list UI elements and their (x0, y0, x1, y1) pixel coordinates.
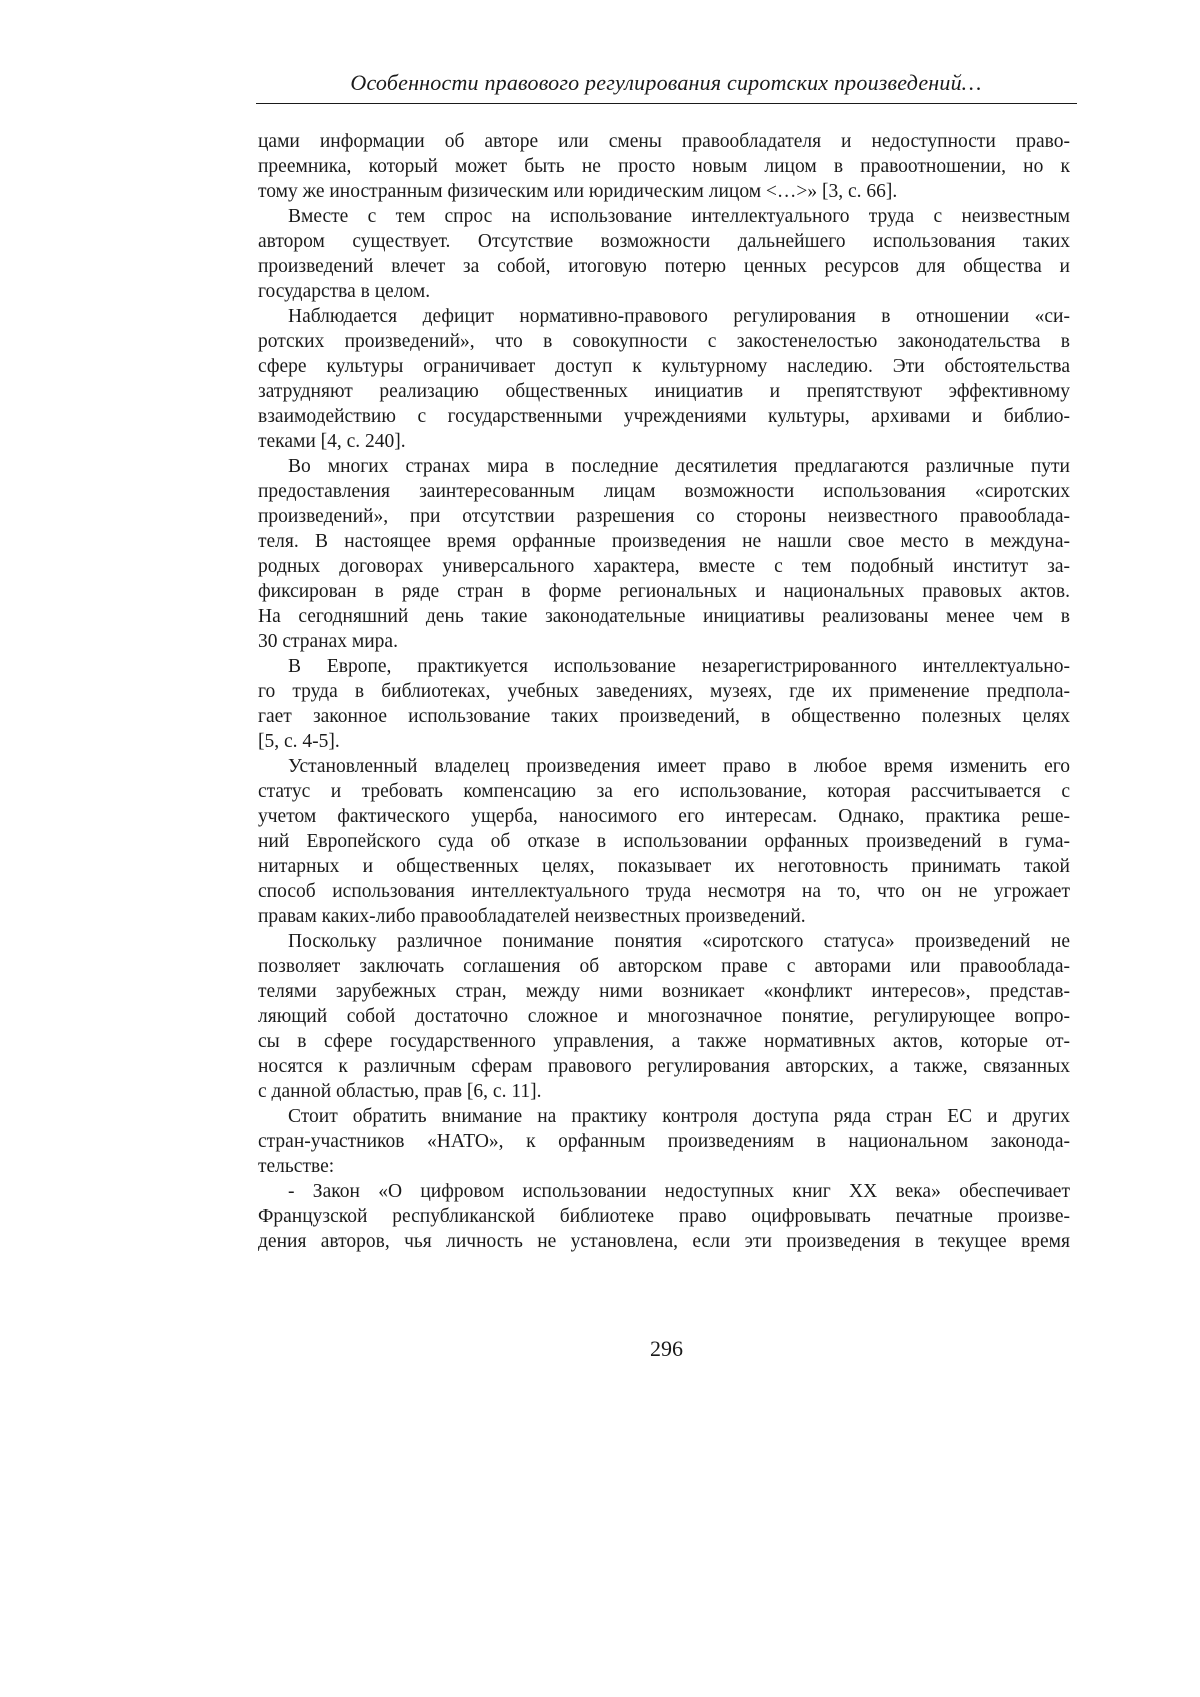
text-line: ний Европейского суда об отказе в использовании орфанных произведений в гума- (258, 829, 1070, 854)
text-line: Наблюдается дефицит нормативно-правового регулирования в отношении «си- (258, 304, 1070, 329)
text-line: Во многих странах мира в последние десятилетия предлагаются различные пути (258, 454, 1070, 479)
text-line: нитарных и общественных целях, показывает их неготовность принимать такой (258, 854, 1070, 879)
text-line: В Европе, практикуется использование незарегистрированного интеллектуально- (258, 654, 1070, 679)
text-line: стран-участников «НАТО», к орфанным произведениям в национальном законода- (258, 1129, 1070, 1154)
text-line: Поскольку различное понимание понятия «сиротского статуса» произведений не (258, 929, 1070, 954)
text-line: Вместе с тем спрос на использование интеллектуального труда с неизвестным (258, 204, 1070, 229)
text-line: преемника, который может быть не просто новым лицом в правоотношении, но к (258, 154, 1070, 179)
text-line: учетом фактического ущерба, наносимого его интересам. Однако, практика реше- (258, 804, 1070, 829)
text-line: На сегодняшний день такие законодательные инициативы реализованы менее чем в (258, 604, 1070, 629)
text-line: сфере культуры ограничивает доступ к культурному наследию. Эти обстоятельства (258, 354, 1070, 379)
text-line: способ использования интеллектуального труда несмотря на то, что он не угрожает (258, 879, 1070, 904)
text-line: ляющий собой достаточно сложное и многозначное понятие, регулирующее вопро- (258, 1004, 1070, 1029)
text-line: затрудняют реализацию общественных инициатив и препятствуют эффективному (258, 379, 1070, 404)
text-line: го труда в библиотеках, учебных заведениях, музеях, где их применение предпола- (258, 679, 1070, 704)
text-line: дения авторов, чья личность не установлена, если эти произведения в текущее время (258, 1229, 1070, 1254)
text-line: теками [4, с. 240]. (258, 429, 1070, 454)
text-line: сы в сфере государственного управления, а также нормативных актов, которые от- (258, 1029, 1070, 1054)
text-line: позволяет заключать соглашения об авторском праве с авторами или правооблада- (258, 954, 1070, 979)
page-number: 296 (0, 1336, 1200, 1362)
text-line: тельстве: (258, 1154, 1070, 1179)
running-title: Особенности правового регулирования сиротских произведений… (256, 70, 1076, 96)
text-line: Стоит обратить внимание на практику контроля доступа ряда стран ЕС и других (258, 1104, 1070, 1129)
text-line: родных договорах универсального характера, вместе с тем подобный институт за- (258, 554, 1070, 579)
text-line: ротских произведений», что в совокупности с закостенелостью законодательства в (258, 329, 1070, 354)
text-line: гает законное использование таких произведений, в общественно полезных целях (258, 704, 1070, 729)
text-line: [5, с. 4-5]. (258, 729, 1070, 754)
text-line: автором существует. Отсутствие возможности дальнейшего использования таких (258, 229, 1070, 254)
text-line: правам каких-либо правообладателей неизвестных произведений. (258, 904, 1070, 929)
text-line: произведений», при отсутствии разрешения со стороны неизвестного правооблада- (258, 504, 1070, 529)
document-page (0, 0, 1200, 1697)
text-line: цами информации об авторе или смены правообладателя и недоступности право- (258, 129, 1070, 154)
text-line: теля. В настоящее время орфанные произведения не нашли свое место в междуна- (258, 529, 1070, 554)
text-line: - Закон «О цифровом использовании недоступных книг XX века» обеспечивает (258, 1179, 1070, 1204)
text-line: статус и требовать компенсацию за его использование, которая рассчитывается с (258, 779, 1070, 804)
text-line: произведений влечет за собой, итоговую потерю ценных ресурсов для общества и (258, 254, 1070, 279)
text-line: Французской республиканской библиотеке право оцифровывать печатные произве- (258, 1204, 1070, 1229)
text-line: взаимодействию с государственными учреждениями культуры, архивами и библио- (258, 404, 1070, 429)
text-line: тому же иностранным физическим или юридическим лицом <…>» [3, с. 66]. (258, 179, 1070, 204)
text-line: государства в целом. (258, 279, 1070, 304)
text-line: предоставления заинтересованным лицам возможности использования «сиротских (258, 479, 1070, 504)
text-line: носятся к различным сферам правового регулирования авторских, а также, связанных (258, 1054, 1070, 1079)
text-line: 30 странах мира. (258, 629, 1070, 654)
text-line: Установленный владелец произведения имеет право в любое время изменить его (258, 754, 1070, 779)
text-line: телями зарубежных стран, между ними возникает «конфликт интересов», представ- (258, 979, 1070, 1004)
text-line: фиксирован в ряде стран в форме региональных и национальных правовых актов. (258, 579, 1070, 604)
header-rule (256, 103, 1077, 104)
text-line: с данной областью, прав [6, с. 11]. (258, 1079, 1070, 1104)
body-text (258, 129, 1070, 1254)
